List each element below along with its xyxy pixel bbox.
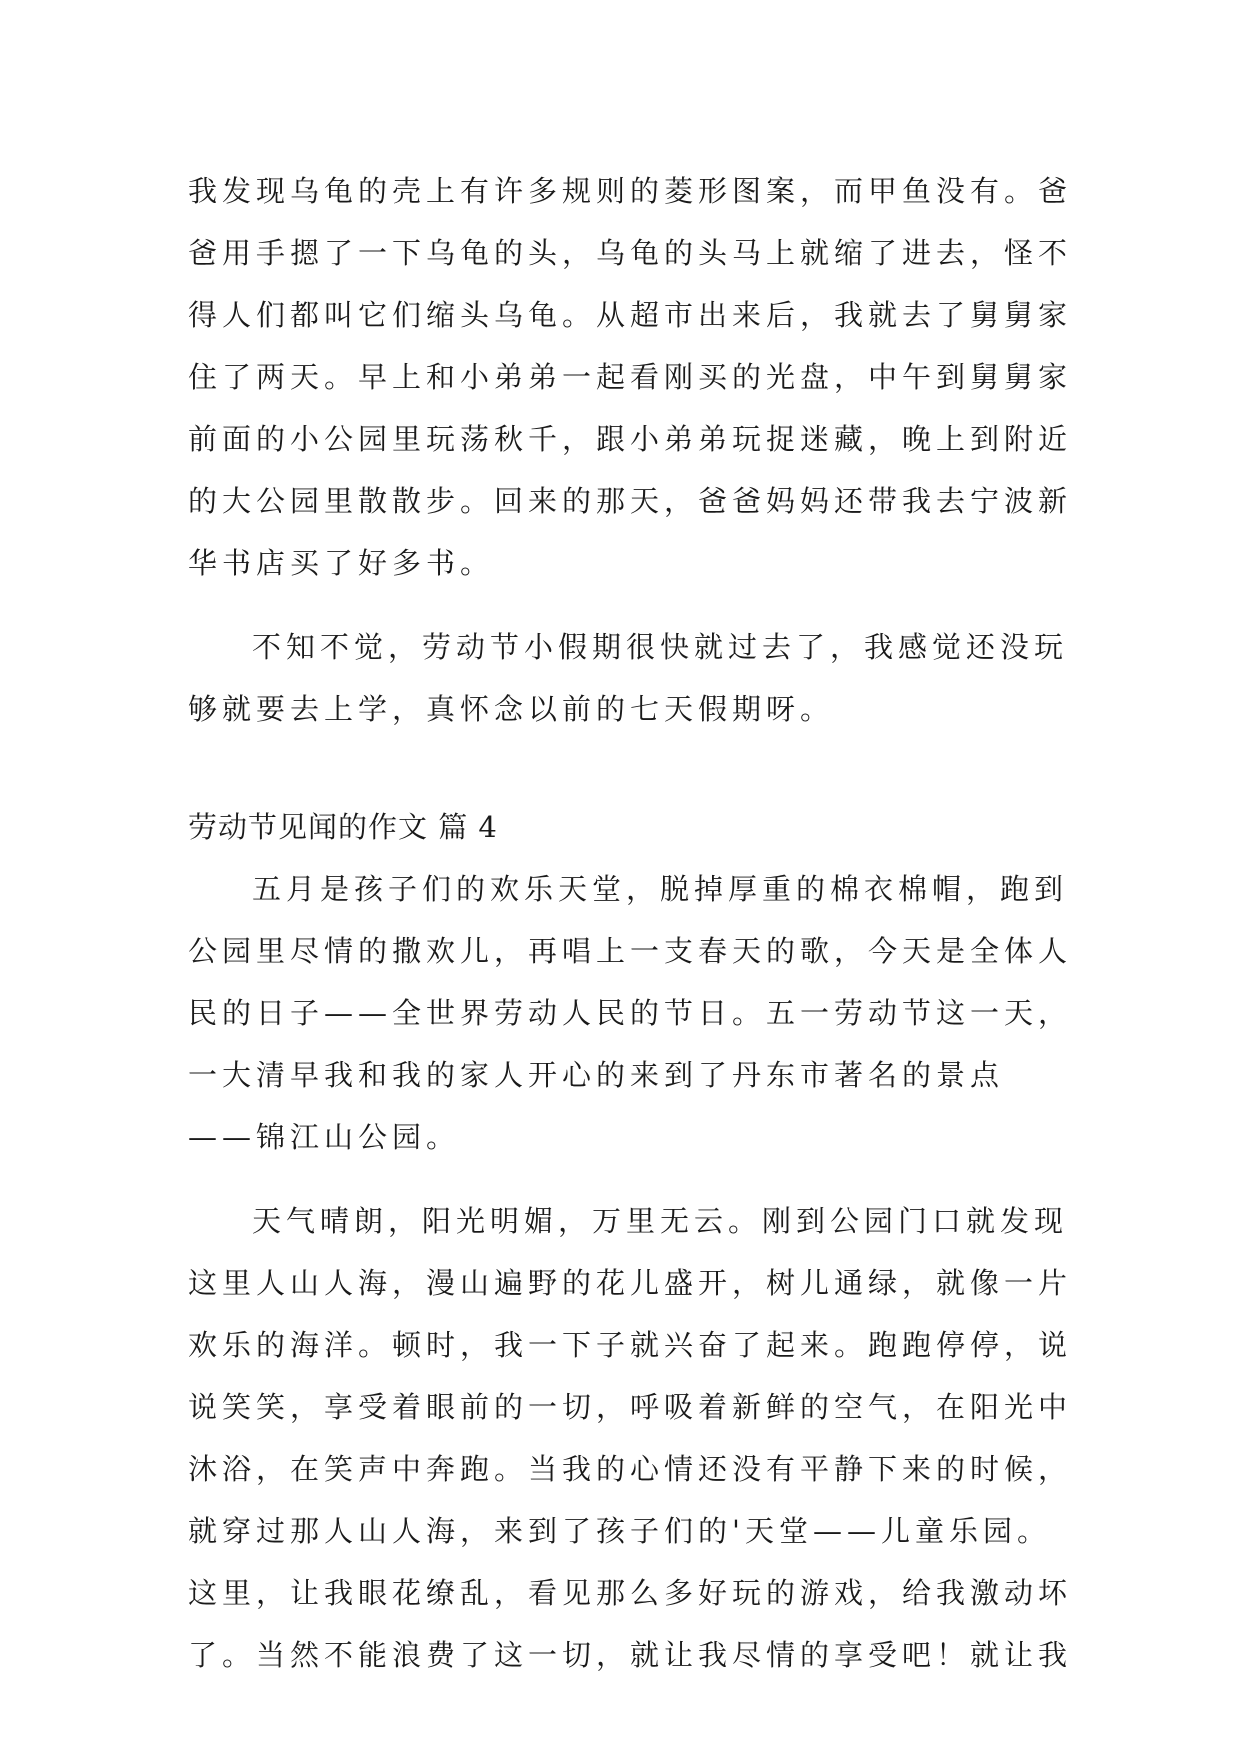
- text-line: 得人们都叫它们缩头乌龟。从超市出来后，我就去了舅舅家: [188, 298, 1073, 332]
- text-line: 公园里尽情的撒欢儿，再唱上一支春天的歌，今天是全体人: [188, 934, 1073, 968]
- text-line: 了。当然不能浪费了这一切，就让我尽情的享受吧！就让我: [188, 1638, 1073, 1672]
- text-line: 这里人山人海，漫山遍野的花儿盛开，树儿通绿，就像一片: [188, 1266, 1073, 1300]
- paragraph-3: [188, 858, 1073, 1168]
- text-line: 前面的小公园里玩荡秋千，跟小弟弟玩捉迷藏，晚上到附近: [188, 422, 1073, 456]
- section-spacer: [188, 740, 1054, 796]
- paragraph-spacer: [188, 1168, 1054, 1190]
- text-line: 一大清早我和我的家人开心的来到了丹东市著名的景点: [188, 1058, 1005, 1092]
- text-line: 不知不觉，劳动节小假期很快就过去了，我感觉还没玩: [252, 630, 1069, 664]
- paragraph-spacer: [188, 594, 1054, 616]
- text-line: 我发现乌龟的壳上有许多规则的菱形图案，而甲鱼没有。爸: [188, 174, 1073, 208]
- paragraph-4: [188, 1190, 1073, 1686]
- text-line: 就穿过那人山人海，来到了孩子们的'天堂——儿童乐园。: [188, 1514, 1051, 1548]
- text-line: 够就要去上学，真怀念以前的七天假期呀。: [188, 692, 835, 726]
- text-line: 沐浴，在笑声中奔跑。当我的心情还没有平静下来的时候，: [188, 1452, 1073, 1486]
- text-line: 住了两天。早上和小弟弟一起看刚买的光盘，中午到舅舅家: [188, 360, 1073, 394]
- document-body: [188, 160, 1073, 1686]
- text-line: 五月是孩子们的欢乐天堂，脱掉厚重的棉衣棉帽，跑到: [252, 872, 1069, 906]
- text-line: 说笑笑，享受着眼前的一切，呼吸着新鲜的空气，在阳光中: [188, 1390, 1073, 1424]
- section-heading: 劳动节见闻的作文 篇 4: [188, 810, 498, 844]
- text-line: 的大公园里散散步。回来的那天，爸爸妈妈还带我去宁波新: [188, 484, 1073, 518]
- paragraph-2: [188, 616, 1069, 740]
- text-line: 欢乐的海洋。顿时，我一下子就兴奋了起来。跑跑停停，说: [188, 1328, 1073, 1362]
- text-line: 天气晴朗，阳光明媚，万里无云。刚到公园门口就发现: [252, 1204, 1069, 1238]
- text-line: 这里，让我眼花缭乱，看见那么多好玩的游戏，给我激动坏: [188, 1576, 1073, 1610]
- text-line: ——锦江山公园。: [188, 1120, 461, 1154]
- text-line: 爸用手摁了一下乌龟的头，乌龟的头马上就缩了进去，怪不: [188, 236, 1073, 270]
- paragraph-1: [188, 160, 1073, 594]
- text-line: 华书店买了好多书。: [188, 546, 495, 580]
- text-line: 民的日子——全世界劳动人民的节日。五一劳动节这一天，: [188, 996, 1073, 1030]
